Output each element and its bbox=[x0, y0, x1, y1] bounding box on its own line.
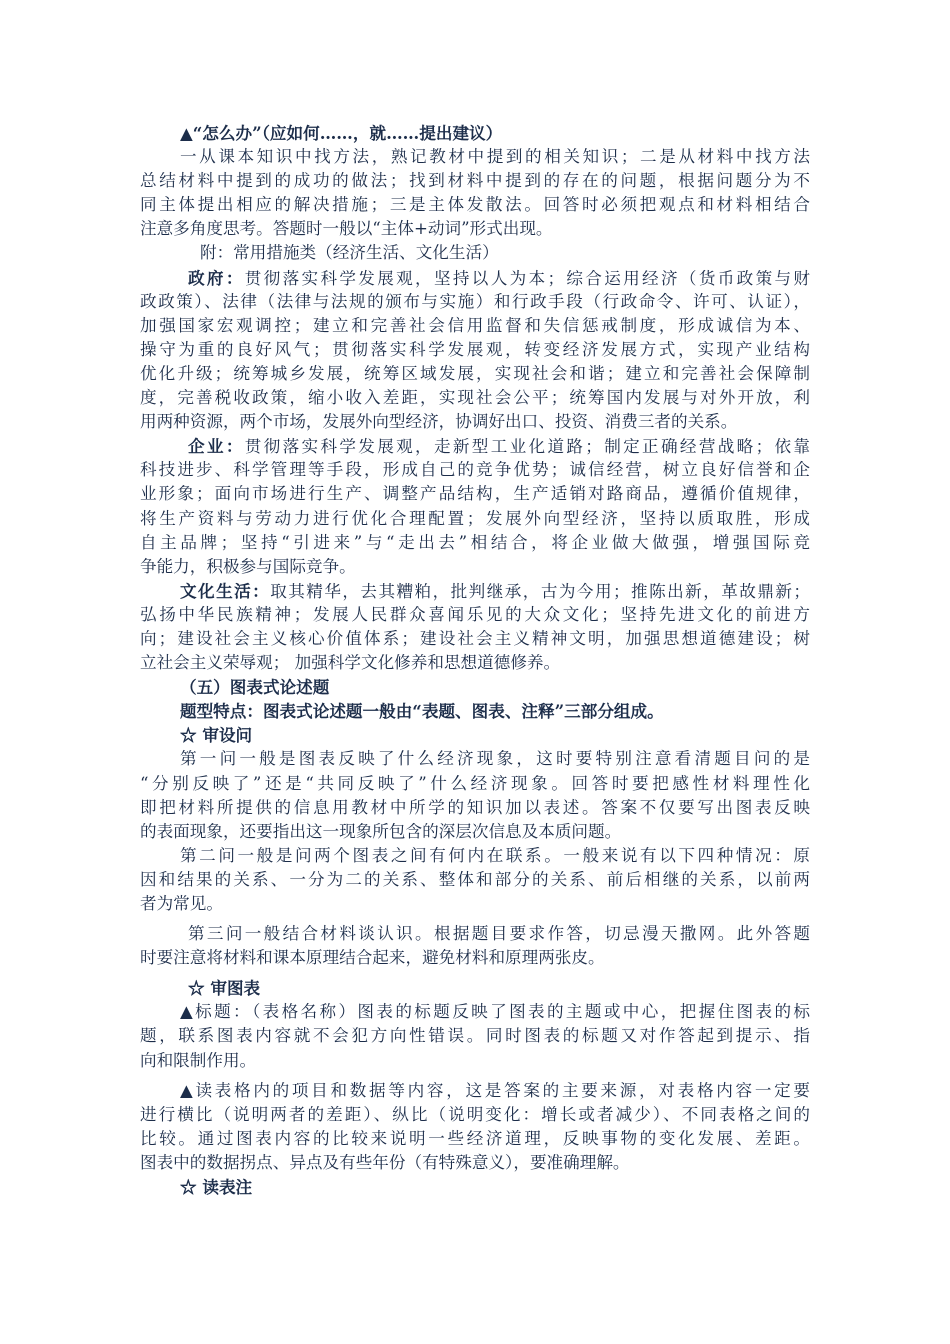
subheading-read-notes: ☆ 读表注 bbox=[180, 1177, 253, 1198]
text-line: 总结材料中提到的成功的做法；找到材料中提到的存在的问题，根据问题分为不 bbox=[140, 171, 810, 191]
text-line: 优化升级；统筹城乡发展，统筹区域发展，实现社会和谐；建立和完善社会保障制 bbox=[140, 363, 810, 383]
text-line: 者为常见。 bbox=[140, 894, 223, 913]
text-line: 加强国家宏观调控；建立和完善社会信用监督和失信惩戒制度，形成诚信为本、 bbox=[140, 315, 810, 335]
text-line: 一从课本知识中找方法，熟记教材中提到的相关知识；二是从材料中找方法 bbox=[180, 147, 810, 167]
text-line: 业形象；面向市场进行生产、调整产品结构，生产适销对路商品，遵循价值规律， bbox=[140, 484, 810, 504]
text-line: 比较。通过图表内容的比较来说明一些经济道理，反映事物的变化发展、差距。 bbox=[140, 1128, 810, 1148]
text-line: 政政策）、法律（法律与法规的颁布与实施）和行政手段（行政命令、许可、认证）， bbox=[140, 291, 810, 311]
heading-how-to-do: ▲“怎么办”（应如何……，就……提出建议） bbox=[180, 123, 503, 143]
text-line: ▲读表格内的项目和数据等内容，这是答案的主要来源，对表格内容一定要 bbox=[180, 1080, 810, 1100]
text-line: 因和结果的关系、一分为二的关系、整体和部分的关系、前后相继的关系，以前两 bbox=[140, 869, 810, 889]
enterprise-measures-first-line bbox=[140, 434, 810, 458]
text-line: 的表面现象，还要指出这一现象所包含的深层次信息及本质问题。 bbox=[140, 821, 622, 841]
text-line: 立社会主义荣辱观； 加强科学文化修养和思想道德修养。 bbox=[140, 653, 561, 673]
text-line: 将生产资料与劳动力进行优化合理配置；发展外向型经济，坚持以质取胜，形成 bbox=[140, 508, 810, 528]
text-line: 题，联系图表内容就不会犯方向性错误。同时图表的标题又对作答起到提示、指 bbox=[140, 1026, 810, 1046]
government-measures-first-line bbox=[140, 266, 810, 290]
government-text: 贯彻落实科学发展观，坚持以人为本；综合运用经济（货币政策与财 bbox=[244, 268, 810, 288]
culture-measures-first-line bbox=[140, 579, 810, 603]
text-line: 时要注意将材料和课本原理结合起来，避免材料和原理两张皮。 bbox=[140, 948, 605, 968]
text-line: 向和限制作用。 bbox=[140, 1050, 257, 1070]
text-line: 即把材料所提供的信息用教材中所学的知识加以表述。答案不仅要写出图表反映 bbox=[140, 797, 810, 817]
text-line: ▲标题：（表格名称）图表的标题反映了图表的主题或中心，把握住图表的标 bbox=[180, 1002, 810, 1022]
text-line: 第三问一般结合材料谈认识。根据题目要求作答，切忌漫天撒网。此外答题 bbox=[188, 924, 810, 944]
text-line: 注意多角度思考。答题时一般以“主体+动词”形式出现。 bbox=[140, 219, 553, 239]
text-line: 弘扬中华民族精神；发展人民群众喜闻乐见的大众文化；坚持先进文化的前进方 bbox=[140, 604, 810, 624]
text-line: 争能力，积极参与国际竞争。 bbox=[140, 556, 356, 576]
text-line: 操守为重的良好风气；贯彻落实科学发展观，转变经济发展方式，实现产业结构 bbox=[140, 339, 810, 359]
text-line: 进行横比（说明两者的差距）、纵比（说明变化：增长或者减少）、不同表格之间的 bbox=[140, 1104, 810, 1124]
document-body bbox=[140, 121, 810, 1199]
text-line: 科技进步、科学管理等手段，形成自己的竞争优势；诚信经营，树立良好信誉和企 bbox=[140, 460, 810, 480]
text-line: “分别反映了”还是“共同反映了”什么经济现象。回答时要把感性材料理性化 bbox=[140, 773, 810, 793]
enterprise-text: 贯彻落实科学发展观，走新型工业化道路；制定正确经营战略；依靠 bbox=[244, 437, 810, 457]
text-line: 向；建设社会主义核心价值体系；建设社会主义精神文明，加强思想道德建设；树 bbox=[140, 628, 810, 648]
appendix-label: 附：常用措施类（经济生活、文化生活） bbox=[200, 243, 499, 263]
text-line: 同主体提出相应的解决措施；三是主体发散法。回答时必须把观点和材料相结合 bbox=[140, 195, 810, 215]
government-label: 政府： bbox=[188, 267, 245, 288]
text-line: 图表中的数据拐点、异点及有些年份（有特殊意义），要准确理解。 bbox=[140, 1152, 630, 1172]
text-line: 第二问一般是问两个图表之间有何内在联系。一般来说有以下四种情况：原 bbox=[180, 845, 810, 865]
text-line: 自主品牌；坚持“引进来”与“走出去”相结合，将企业做大做强，增强国际竞 bbox=[140, 532, 810, 552]
text-line: 度，完善税收政策，缩小收入差距，实现社会公平；统筹国内发展与对外开放，利 bbox=[140, 388, 810, 408]
text-line: 第一问一般是图表反映了什么经济现象，这时要特别注意看清题目问的是 bbox=[180, 749, 810, 769]
section-heading: （五）图表式论述题 bbox=[180, 677, 330, 698]
subheading-review-charts: ☆ 审图表 bbox=[188, 978, 261, 999]
culture-text: 取其精华，去其糟粕，批判继承，古为今用；推陈出新，革故鼎新； bbox=[270, 581, 810, 601]
enterprise-label: 企业： bbox=[188, 436, 245, 457]
text-line: 用两种资源，两个市场，发展外向型经济，协调好出口、投资、消费三者的关系。 bbox=[140, 412, 738, 432]
subheading-review-questions: ☆ 审设问 bbox=[180, 725, 253, 746]
culture-label: 文化生活： bbox=[180, 580, 271, 601]
question-type-feature: 题型特点：图表式论述题一般由“表题、图表、注释”三部分组成。 bbox=[180, 701, 664, 722]
